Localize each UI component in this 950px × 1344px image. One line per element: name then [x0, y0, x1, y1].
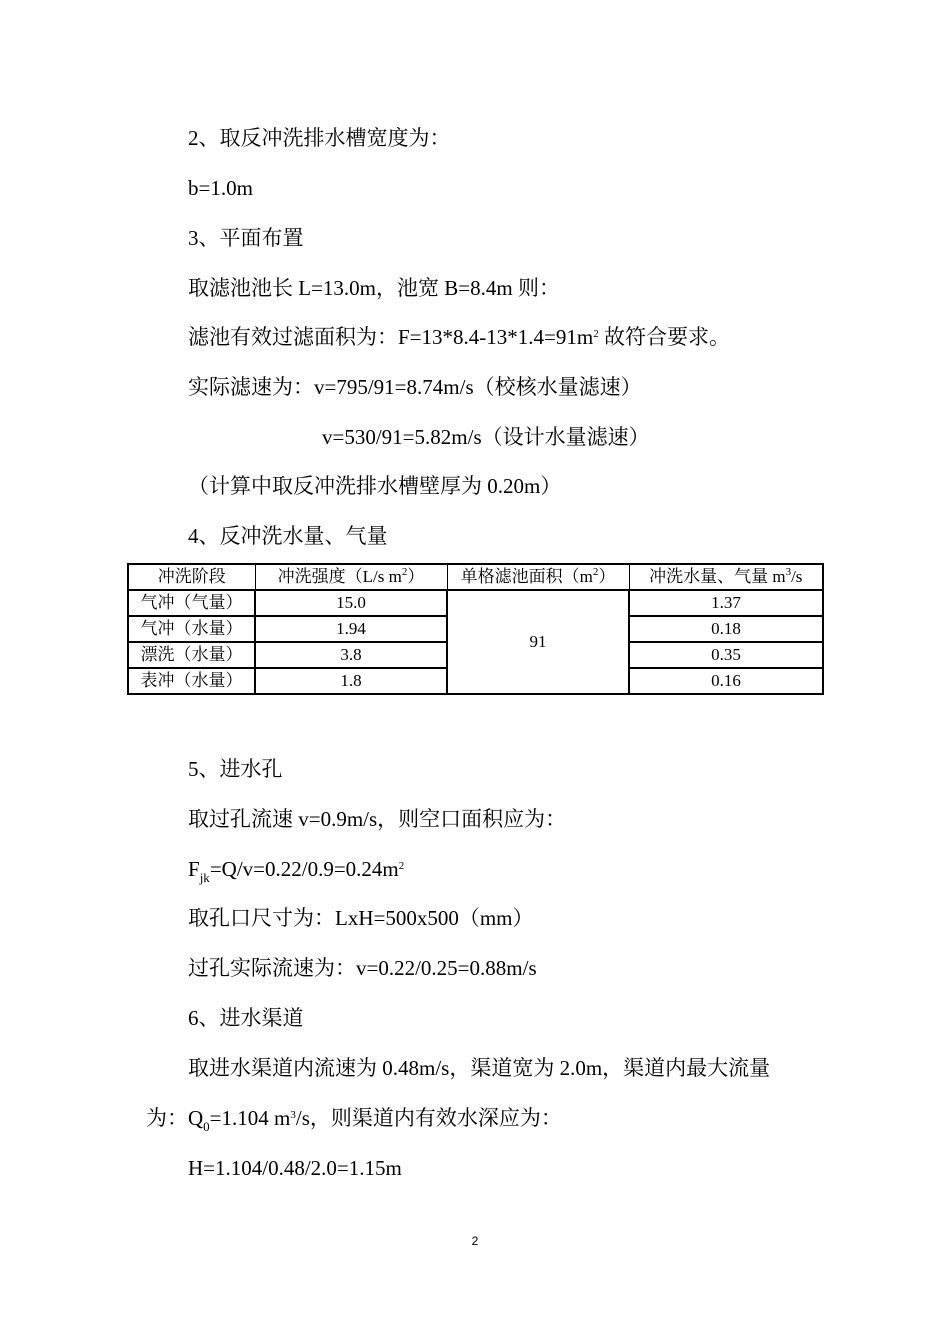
orifice-actual-speed: 过孔实际流速为：v=0.22/0.25=0.88m/s [188, 956, 537, 980]
channel-paragraph-line2: 为：$Q_0=1.104$ $m^3/s$，则渠道内有效水深应为： [146, 1106, 562, 1134]
orifice-area-formula: $F_{jk}=Q/v=0.22/0.9=0.24m^2$ [188, 857, 405, 885]
header-area: 单格滤池面积$(m^2)$ [447, 564, 629, 590]
header-volume: 冲洗水量、气量 $m^3/s$ [629, 564, 823, 590]
filter-dimensions: 取滤池池长 L=13.0m，池宽 B=8.4m 则： [188, 276, 560, 300]
actual-speed-design: v=530/91=5.82m/s（设计水量滤速） [322, 425, 650, 449]
cell-stage: 气冲（水量） [128, 616, 255, 642]
cell-intensity: 1.94 [255, 616, 447, 642]
effective-area-line [188, 323, 730, 351]
cell-intensity: 1.8 [255, 668, 447, 694]
page-number: 2 [471, 1234, 479, 1248]
cell-stage: 表冲（水量） [128, 668, 255, 694]
orifice-size: 取孔口尺寸为：LxH=500x500（mm） [188, 906, 534, 930]
cell-intensity: 3.8 [255, 642, 447, 668]
table-row [128, 590, 823, 616]
superscript: 2 [593, 328, 599, 340]
section-5-title: 5、进水孔 [188, 757, 283, 781]
section-4-title: 4、反冲洗水量、气量 [188, 524, 388, 548]
backwash-table [127, 563, 824, 695]
channel-depth-formula: H=1.104/0.48/2.0=1.15m [188, 1156, 402, 1180]
section-6-title: 6、进水渠道 [188, 1006, 304, 1030]
table-header-row [128, 564, 823, 590]
wall-thickness-note: （计算中取反冲洗排水槽壁厚为 0.20m） [188, 474, 562, 498]
cell-volume: 0.16 [629, 668, 823, 694]
cell-area: 91 [447, 590, 629, 694]
actual-speed-check: 实际滤速为：v=795/91=8.74m/s（校核水量滤速） [188, 375, 642, 399]
header-stage: 冲洗阶段 [128, 564, 255, 590]
effective-area-formula: 滤池有效过滤面积为：F=13*8.4-13*1.4=91m [188, 325, 594, 349]
cell-stage: 漂洗（水量） [128, 642, 255, 668]
cell-volume: 1.37 [629, 590, 823, 616]
drain-width-formula: b=1.0m [188, 176, 253, 200]
cell-volume: 0.35 [629, 642, 823, 668]
header-intensity: 冲洗强度（L/s $m^2$） [255, 564, 447, 590]
channel-paragraph-line1: 取进水渠道内流速为 0.48m/s，渠道宽为 2.0m，渠道内最大流量 [188, 1056, 771, 1080]
effective-area-conclusion: 故符合要求。 [598, 325, 730, 349]
section-2-title: 2、取反冲洗排水槽宽度为： [188, 126, 451, 150]
orifice-velocity: 取过孔流速 v=0.9m/s，则空口面积应为： [188, 807, 567, 831]
cell-intensity: 15.0 [255, 590, 447, 616]
section-3-title: 3、平面布置 [188, 226, 304, 250]
cell-stage: 气冲（气量） [128, 590, 255, 616]
cell-volume: 0.18 [629, 616, 823, 642]
